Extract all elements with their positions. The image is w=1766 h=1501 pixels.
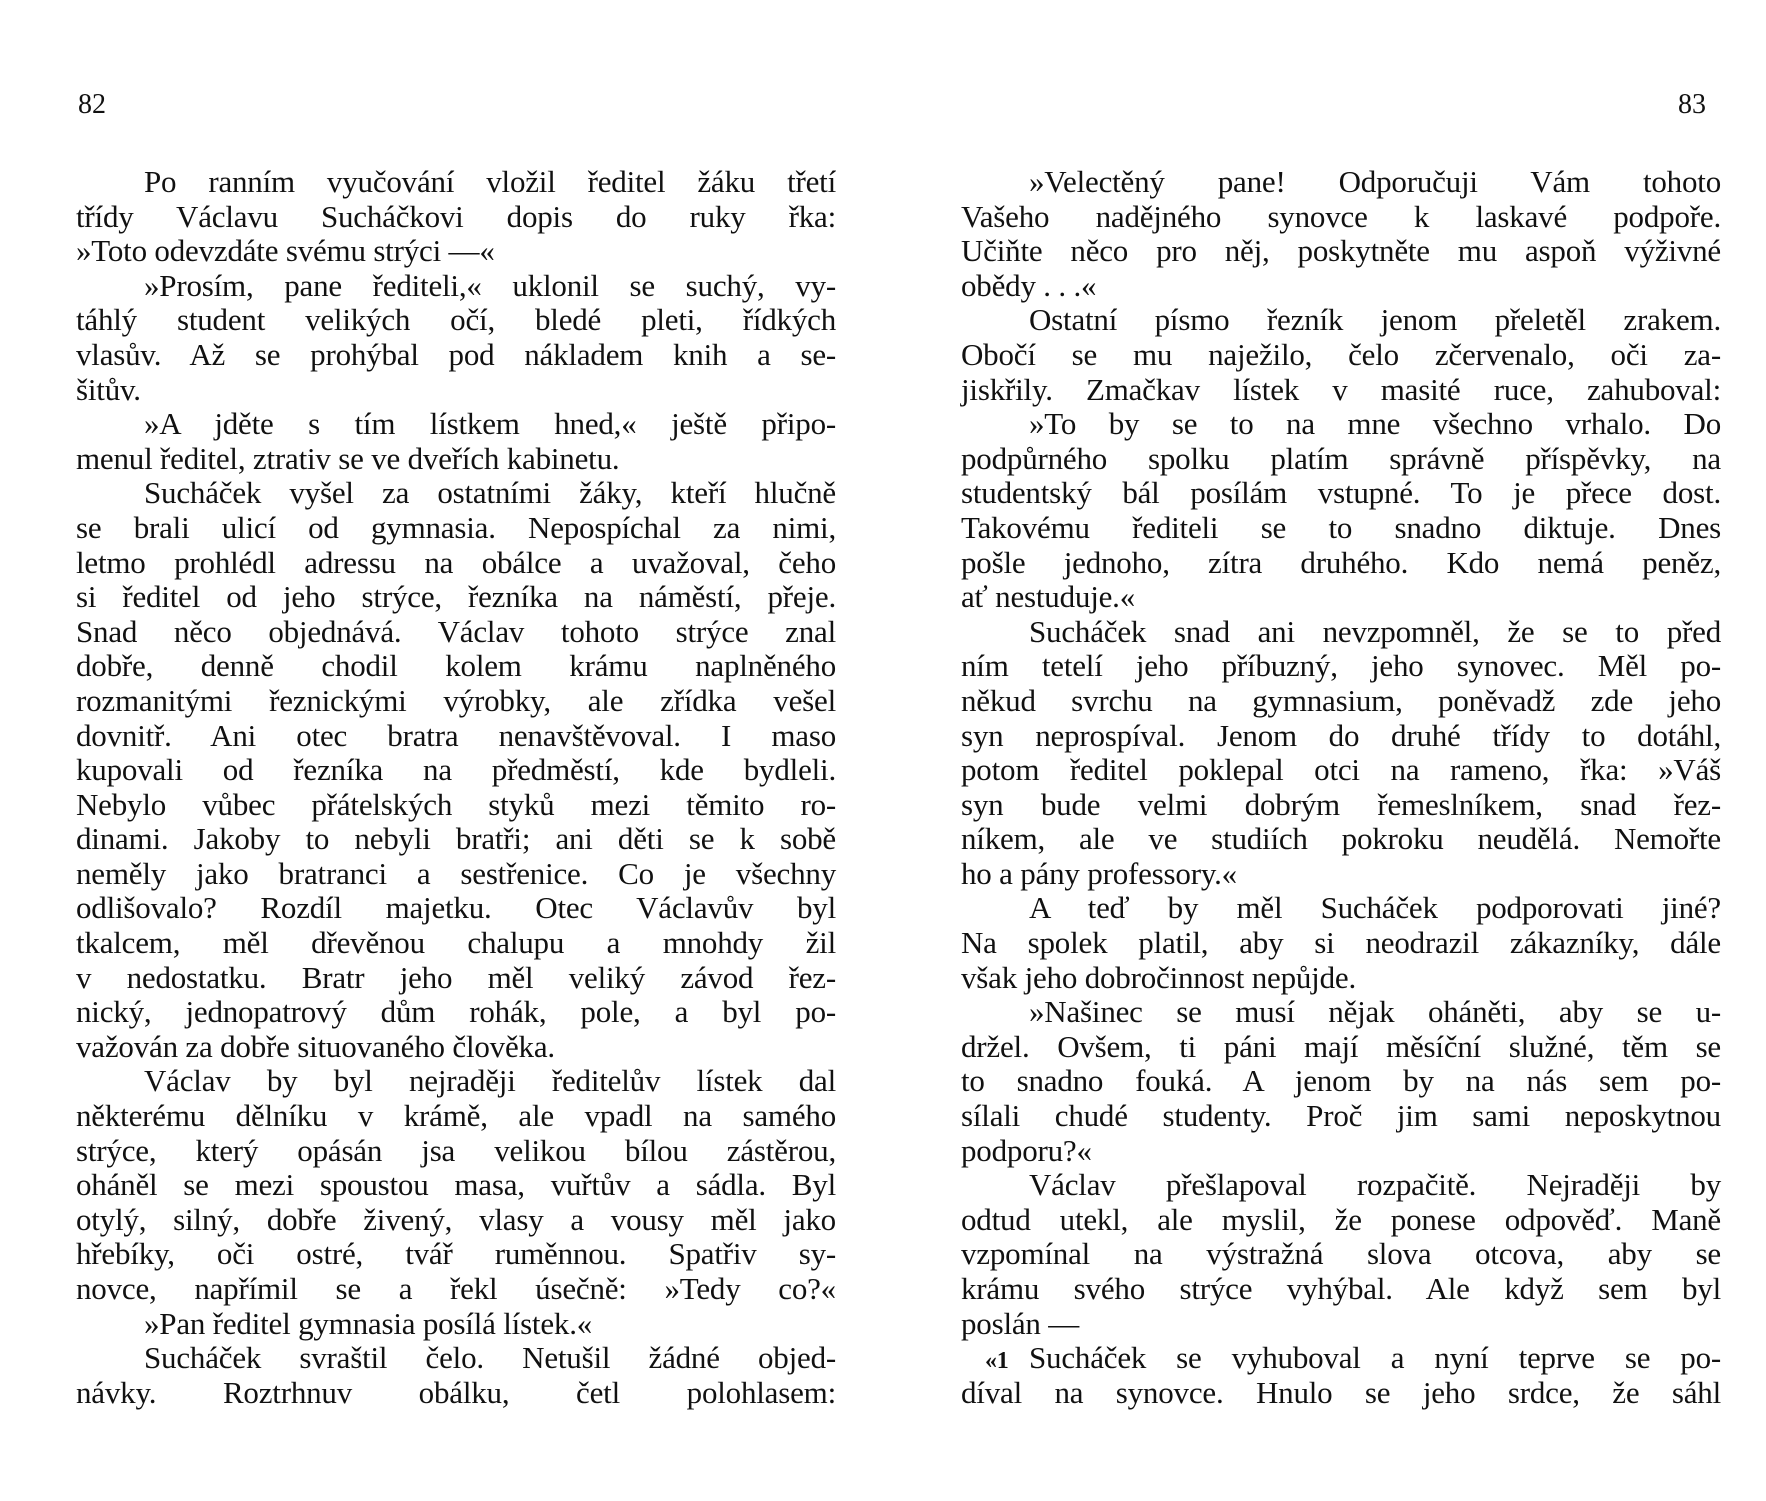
text-line <box>76 1307 836 1342</box>
text-line <box>961 719 1721 754</box>
text-line <box>76 165 836 200</box>
line-text: Vašeho nadějného synovce k laskavé podpoře. <box>961 198 1721 234</box>
text-line <box>961 1030 1721 1065</box>
text-line <box>76 546 836 581</box>
line-text: neměly jako bratranci a sestřenice. Co je všechny <box>76 855 836 891</box>
text-line <box>961 1307 1721 1342</box>
text-line <box>961 926 1721 961</box>
page-number: 83 <box>1678 89 1706 120</box>
line-text: Sucháček vyšel za ostatními žáky, kteří hlučně <box>144 475 836 511</box>
line-text: se brali ulicí od gymnasia. Nepospíchal za nimi, <box>76 509 836 545</box>
line-text: držel. Ovšem, ti páni mají měsíční služné, těm se <box>961 1028 1721 1064</box>
text-line <box>961 200 1721 235</box>
text-line <box>961 1099 1721 1134</box>
line-text: letmo prohlédl adressu na obálce a uvažoval, čeho <box>76 544 836 580</box>
line-text: hřebíky, oči ostré, tvář ruměnnou. Spatřiv sy- <box>76 1236 836 1272</box>
line-text: pošle jednoho, zítra druhého. Kdo nemá peněz, <box>961 544 1721 580</box>
text-line <box>76 511 836 546</box>
text-line <box>76 891 836 926</box>
line-text: Ostatní písmo řezník jenom přeletěl zrakem. <box>1029 302 1721 338</box>
text-line <box>76 753 836 788</box>
text-line <box>961 788 1721 823</box>
line-text: »Pan ředitel gymnasia posílá lístek.« <box>144 1305 593 1341</box>
text-line <box>76 269 836 304</box>
line-text: některému dělníku v krámě, ale vpadl na samého <box>76 1098 836 1134</box>
text-line <box>961 857 1721 892</box>
line-text: Václav přešlapoval rozpačitě. Nejraději by <box>1029 1167 1721 1203</box>
line-text: rozmanitými řeznickými výrobky, ale zřídka vešel <box>76 682 836 718</box>
line-text: však jeho dobročinnost nepůjde. <box>961 959 1356 995</box>
text-line <box>76 1099 836 1134</box>
line-text: třídy Václavu Sucháčkovi dopis do ruky řka: <box>76 198 836 234</box>
text-line <box>961 1203 1721 1238</box>
line-text: Václav by byl nejraději ředitelův lístek dal <box>144 1063 836 1099</box>
text-line <box>961 1168 1721 1203</box>
text-line <box>961 961 1721 996</box>
line-text: obědy . . .« <box>961 267 1097 303</box>
text-body <box>961 165 1721 1410</box>
line-text: novce, napřímil se a řekl úsečně: »Tedy co?« <box>76 1271 836 1306</box>
line-text: A teď by měl Sucháček podporovati jiné? <box>1029 890 1721 926</box>
text-line <box>76 1064 836 1099</box>
text-line <box>961 407 1721 442</box>
line-text: strýce, který opásán jsa velikou bílou zástěrou, <box>76 1132 836 1168</box>
text-line <box>961 1272 1721 1307</box>
text-line <box>76 200 836 235</box>
line-text: syn neprospíval. Jenom do druhé třídy to dotáhl, <box>961 717 1721 753</box>
line-text: »Toto odevzdáte svému strýci —« <box>76 233 495 269</box>
text-line <box>961 649 1721 684</box>
text-line <box>961 269 1721 304</box>
line-text: Snad něco objednává. Václav tohoto strýce znal <box>76 613 836 649</box>
line-text: to snadno fouká. A jenom by na nás sem po- <box>961 1063 1721 1099</box>
line-text: díval na synovce. Hnulo se jeho srdce, že sáhl <box>961 1374 1721 1410</box>
text-line <box>961 442 1721 477</box>
text-line <box>76 476 836 511</box>
text-line <box>961 615 1721 650</box>
line-text: odtud utekl, ale myslil, že ponese odpověď. Maně <box>961 1201 1721 1237</box>
text-line <box>76 373 836 408</box>
text-line <box>76 580 836 615</box>
text-line <box>961 373 1721 408</box>
line-text: vlasův. Až se prohýbal pod nákladem knih a se- <box>76 336 836 372</box>
line-text: Na spolek platil, aby si neodrazil zákazníky, dále <box>961 925 1721 961</box>
line-text: dinami. Jakoby to nebyli bratři; ani děti se k sobě <box>76 821 836 857</box>
text-line <box>76 1341 836 1376</box>
text-line <box>76 926 836 961</box>
line-text: odlišovalo? Rozdíl majetku. Otec Václavův byl <box>76 890 836 926</box>
line-text: »To by se to na mne všechno vrhalo. Do <box>1029 406 1721 442</box>
text-line <box>961 1341 1721 1376</box>
text-line <box>961 891 1721 926</box>
text-line <box>961 580 1721 615</box>
line-text: otylý, silný, dobře živený, vlasy a vousy měl jako <box>76 1201 836 1237</box>
text-line <box>76 961 836 996</box>
line-text: krámu svého strýce vyhýbal. Ale když sem byl <box>961 1271 1721 1306</box>
line-text: tkalcem, měl dřevěnou chalupu a mnohdy žil <box>76 925 836 961</box>
page-number: 82 <box>78 89 106 120</box>
text-body <box>76 165 836 1410</box>
line-text: šitův. <box>76 371 141 407</box>
line-text: dobře, denně chodil kolem krámu naplněného <box>76 648 836 684</box>
text-line <box>76 822 836 857</box>
line-text: jiskřily. Zmačkav lístek v masité ruce, zahuboval: <box>961 371 1721 407</box>
line-text: ním tetelí jeho příbuzný, jeho synovec. Měl po- <box>961 648 1721 684</box>
line-text: vzpomínal na výstražná slova otcova, aby se <box>961 1236 1721 1272</box>
text-line <box>961 822 1721 857</box>
line-text: Obočí se mu naježilo, čelo zčervenalo, oči za- <box>961 336 1721 372</box>
text-line <box>961 165 1721 200</box>
line-text: Po ranním vyučování vložil ředitel žáku třetí <box>144 164 836 199</box>
line-text: sílali chudé studenty. Proč jim sami neposkytnou <box>961 1098 1721 1134</box>
text-line <box>961 476 1721 511</box>
text-line <box>76 1203 836 1238</box>
line-text: dovnitř. Ani otec bratra nenavštěvoval. I maso <box>76 717 836 753</box>
line-text: »Našinec se musí nějak oháněti, aby se u- <box>1029 994 1721 1030</box>
line-text: návky. Roztrhnuv obálku, četl polohlasem: <box>76 1374 836 1410</box>
line-text: ho a pány professory.« <box>961 855 1237 891</box>
text-line <box>961 684 1721 719</box>
line-text: syn bude velmi dobrým řemeslníkem, snad řez- <box>961 786 1721 822</box>
line-text: Sucháček snad ani nevzpomněl, že se to před <box>1029 613 1721 649</box>
line-text: oháněl se mezi spoustou masa, vuřtův a sádla. Byl <box>76 1167 836 1203</box>
text-line <box>76 1272 836 1307</box>
line-text: poslán — <box>961 1305 1080 1341</box>
line-text: někud svrchu na gymnasium, poněvadž zde jeho <box>961 682 1721 718</box>
text-line <box>961 753 1721 788</box>
right-page <box>883 0 1766 1501</box>
text-line <box>961 511 1721 546</box>
text-line <box>961 1237 1721 1272</box>
line-text: si ředitel od jeho strýce, řezníka na náměstí, přeje. <box>76 579 836 615</box>
line-text: táhlý student velikých očí, bledé pleti, řídkých <box>76 302 836 338</box>
text-line <box>76 857 836 892</box>
text-line <box>76 234 836 269</box>
text-line <box>76 407 836 442</box>
text-line <box>76 442 836 477</box>
line-text: v nedostatku. Bratr jeho měl veliký závod řez- <box>76 959 836 995</box>
line-text: kupovali od řezníka na předměstí, kde bydleli. <box>76 752 836 788</box>
text-line <box>961 338 1721 373</box>
line-text: Učiňte něco pro něj, poskytněte mu aspoň výživné <box>961 233 1721 269</box>
line-text: podporu?« <box>961 1132 1092 1168</box>
text-line <box>961 1134 1721 1169</box>
text-line <box>76 1030 836 1065</box>
line-text: Sucháček se vyhuboval a nyní teprve se po- <box>1029 1340 1721 1376</box>
text-line <box>961 1376 1721 1411</box>
line-text: »A jděte s tím lístkem hned,« ještě připo- <box>144 406 836 442</box>
text-line <box>76 719 836 754</box>
text-line <box>76 1168 836 1203</box>
line-text: »Prosím, pane řediteli,« uklonil se suchý, vy- <box>144 267 836 303</box>
line-text: podpůrného spolku platím správně příspěvky, na <box>961 440 1721 476</box>
line-text: menul ředitel, ztrativ se ve dveřích kabinetu. <box>76 440 620 476</box>
line-text: potom ředitel poklepal otci na rameno, řka: »Váš <box>961 752 1721 788</box>
text-line <box>961 303 1721 338</box>
text-line <box>961 995 1721 1030</box>
line-text: »Velectěný pane! Odporučuji Vám tohoto <box>1029 164 1721 199</box>
text-line <box>76 684 836 719</box>
text-line <box>961 546 1721 581</box>
text-line <box>76 1134 836 1169</box>
text-line <box>76 303 836 338</box>
text-line <box>76 338 836 373</box>
line-text: Nebylo vůbec přátelských styků mezi těmito ro- <box>76 786 836 822</box>
text-line <box>76 995 836 1030</box>
text-line <box>76 615 836 650</box>
text-line <box>76 649 836 684</box>
margin-mark: «1 <box>985 1348 1009 1375</box>
line-text: níkem, ale ve studiích pokroku neudělá. Nemořte <box>961 821 1721 857</box>
text-line <box>76 788 836 823</box>
text-line <box>961 1064 1721 1099</box>
line-text: Sucháček svraštil čelo. Netušil žádné objed- <box>144 1340 836 1376</box>
line-text: nický, jednopatrový dům rohák, pole, a byl po- <box>76 994 836 1030</box>
line-text: Takovému řediteli se to snadno diktuje. Dnes <box>961 509 1721 545</box>
text-line <box>961 234 1721 269</box>
line-text: važován za dobře situovaného člověka. <box>76 1028 555 1064</box>
text-line <box>76 1237 836 1272</box>
text-line <box>76 1376 836 1411</box>
line-text: ať nestuduje.« <box>961 579 1136 615</box>
line-text: studentský bál posílám vstupné. To je přece dost. <box>961 475 1721 511</box>
